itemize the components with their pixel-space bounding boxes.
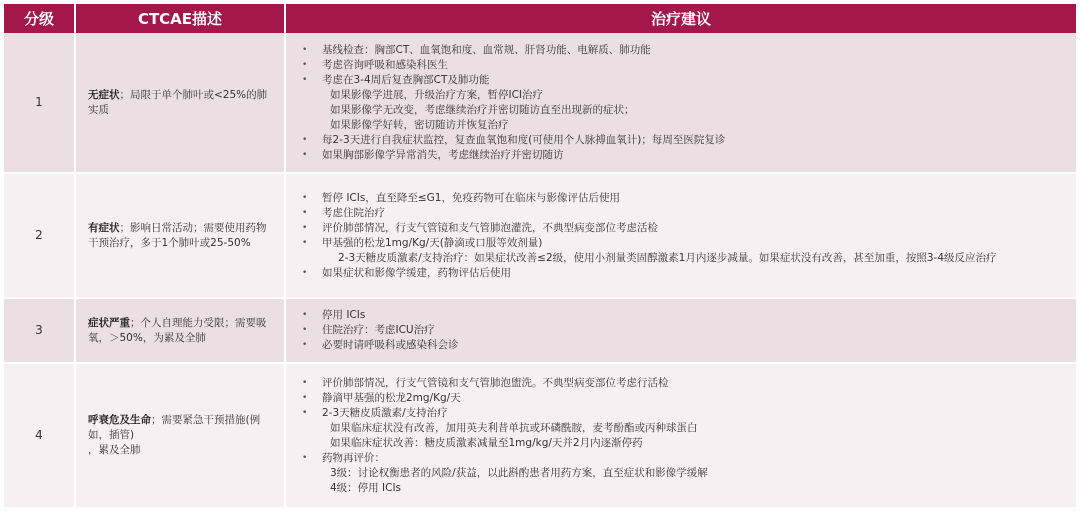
treatment-cell [285, 173, 1076, 298]
treatment-list [300, 191, 1066, 281]
description-cell [75, 298, 285, 363]
description-cell [75, 173, 285, 298]
treatment-bullet-item: • 考虑住院治疗 [300, 206, 1066, 221]
treatment-bullet-item: • 考虑咨询呼吸和感染科医生 [300, 58, 1066, 73]
treatment-bullet-item: • 药物再评价： [300, 451, 1066, 466]
treatment-bullet-item: • 住院治疗：考虑ICU治疗 [300, 323, 1066, 338]
treatment-bullet-item: • 停用 ICIs [300, 308, 1066, 323]
description-text: ；个人自理能力受限；需要吸氧，＞50%，为累及全肺 [88, 316, 267, 344]
treatment-cell [285, 33, 1076, 173]
description-cell [75, 363, 285, 508]
description-text: ；影响日常活动；需要使用药物干预治疗，多于1个肺叶或25-50% [88, 221, 267, 249]
description-text: ；局限于单个肺叶或<25%的肺实质 [88, 88, 268, 116]
treatment-cell [285, 298, 1076, 363]
grade-cell: 3 [4, 298, 75, 363]
description-bold: 症状严重 [88, 316, 130, 329]
treatment-bullet-item: • 如果胸部影像学异常消失，考虑继续治疗并密切随访 [300, 148, 1066, 163]
table-row-grade-3 [4, 298, 1076, 363]
description-bold: 呼衰危及生命 [88, 414, 151, 426]
table-row-grade-2 [4, 173, 1076, 298]
table-header-row [4, 4, 1076, 33]
treatment-bullet-item: • 甲基强的松龙1mg/Kg/天(静滴或口服等效剂量) [300, 236, 1066, 251]
description-text: ；需要紧急干预措施(例如，插管) ，累及全肺 [88, 414, 261, 456]
grade-cell: 2 [4, 173, 75, 298]
treatment-sub-item: 3级：讨论权衡患者的风险/获益，以此斟酌患者用药方案，直至症状和影像学缓解 [330, 466, 708, 479]
table-row-grade-4 [4, 363, 1076, 508]
treatment-bullet-item: • 考虑在3-4周后复查胸部CT及肺功能 [300, 73, 1066, 88]
treatment-sub-item: 4级：停用 ICIs [330, 481, 402, 494]
header-ctcae: CTCAE描述 [75, 4, 285, 33]
treatment-sub-item: 如果影像学好转，密切随访并恢复治疗 [330, 118, 509, 131]
treatment-sub-item: 如果影像学无改变，考虑继续治疗并密切随访直至出现新的症状； [330, 103, 635, 116]
description-bold: 无症状 [88, 88, 120, 101]
treatment-sub-item: 如果影像学进展，升级治疗方案，暂停ICI治疗 [330, 88, 544, 101]
treatment-sub-item: 如果临床症状改善：糖皮质激素减量至1mg/kg/天并2月内逐渐停药 [330, 436, 643, 449]
treatment-bullet-item: • 评价肺部情况，行支气管镜和支气管肺泡盥洗。不典型病变部位考虑行活检 [300, 376, 1066, 391]
treatment-list [300, 308, 1066, 353]
treatment-sub-item: 如果临床症状没有改善，加用英夫利昔单抗或环磷酰胺，麦考酚酯或丙种球蛋白 [330, 421, 698, 434]
treatment-sub-item: 2-3天糖皮质激素/支持治疗：如果症状改善≤2级，使用小剂量类固醇激素1月内逐步减量。如果症状没有改善，甚至加重，按照3-4级反应治疗 [338, 251, 997, 264]
treatment-bullet-item: • 基线检查：胸部CT、血氧饱和度、血常规、肝肾功能、电解质、肺功能 [300, 43, 1066, 58]
treatment-bullet-item: • 2-3天糖皮质激素/支持治疗 [300, 406, 1066, 421]
table-row-grade-1 [4, 33, 1076, 173]
treatment-list [300, 376, 1066, 496]
treatment-bullet-item: • 必要时请呼吸科或感染科会诊 [300, 338, 1066, 353]
header-treatment: 治疗建议 [285, 4, 1076, 33]
ctcae-treatment-table [4, 4, 1076, 509]
description-bold: 有症状 [88, 221, 120, 234]
treatment-bullet-item: • 评价肺部情况，行支气管镜和支气管肺泡灌洗，不典型病变部位考虑活检 [300, 221, 1066, 236]
header-grade: 分级 [4, 4, 75, 33]
treatment-cell [285, 363, 1076, 508]
treatment-list [300, 43, 1066, 163]
treatment-bullet-item: • 每2-3天进行自我症状监控，复查血氧饱和度(可使用个人脉搏血氧计)；每周至医院复诊 [300, 133, 1066, 148]
grade-cell: 4 [4, 363, 75, 508]
grade-cell: 1 [4, 33, 75, 173]
treatment-bullet-item: • 暂停 ICIs，直至降至≤G1，免疫药物可在临床与影像评估后使用 [300, 191, 1066, 206]
treatment-bullet-item: • 如果症状和影像学缓建，药物评估后使用 [300, 266, 1066, 281]
description-cell [75, 33, 285, 173]
treatment-bullet-item: • 静滴甲基强的松龙2mg/Kg/天 [300, 391, 1066, 406]
